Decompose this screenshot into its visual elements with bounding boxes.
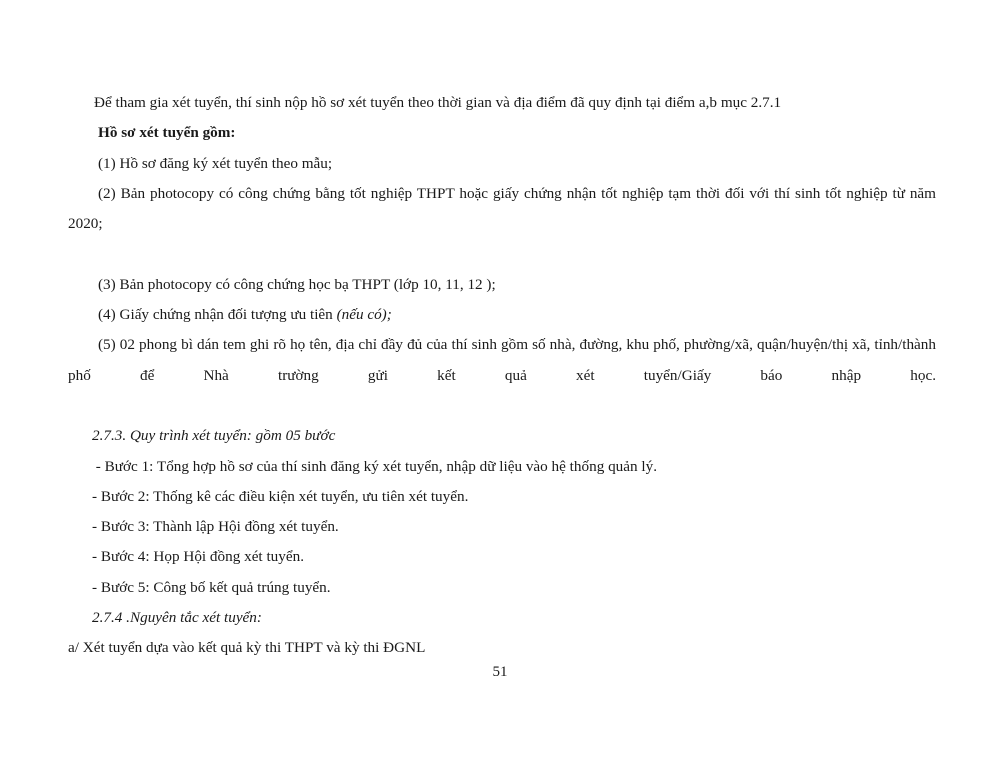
section-heading-2-7-4: 2.7.4 .Nguyên tắc xét tuyển: — [92, 609, 262, 627]
list-item-4-note: (nếu có); — [336, 306, 392, 324]
list-item-4-text: (4) Giấy chứng nhận đối tượng ưu tiên — [98, 306, 337, 324]
step-item-4: - Bước 4: Họp Hội đồng xét tuyển. — [92, 548, 304, 566]
list-item-2: (2) Bản photocopy có công chứng bằng tốt nghiệp THPT hoặc giấy chứng nhận tốt nghiệp tạm thời đối với thí sinh tốt nghiệp từ năm 2020; — [68, 184, 940, 233]
clause-a: a/ Xét tuyển dựa vào kết quả kỳ thi THPT và kỳ thi ĐGNL — [68, 639, 426, 657]
heading-ho-so-xet-tuyen: Hồ sơ xét tuyển gồm: — [98, 124, 236, 142]
step-item-1: - Bước 1: Tổng hợp hồ sơ của thí sinh đăng ký xét tuyển, nhập dữ liệu vào hệ thống quản lý. — [92, 457, 658, 475]
list-item-4 — [68, 300, 936, 330]
step-item-3: - Bước 3: Thành lập Hội đồng xét tuyển. — [92, 518, 339, 536]
paragraph-intro: Để tham gia xét tuyển, thí sinh nộp hồ sơ xét tuyển theo thời gian và địa điểm đã quy định tại điểm a,b mục 2.7.1 — [94, 94, 782, 111]
step-item-5: - Bước 5: Công bố kết quả trúng tuyển. — [92, 578, 331, 596]
section-heading-2-7-3: 2.7.3. Quy trình xét tuyển: gồm 05 bước — [92, 427, 336, 445]
list-item-1: (1) Hồ sơ đăng ký xét tuyển theo mẫu; — [98, 154, 333, 172]
document-text-column — [68, 88, 940, 664]
page-number: 51 — [492, 664, 508, 680]
step-item-2: - Bước 2: Thống kê các điều kiện xét tuyển, ưu tiên xét tuyển. — [92, 487, 469, 505]
list-item-5: (5) 02 phong bì dán tem ghi rõ họ tên, địa chỉ đầy đủ của thí sinh gồm số nhà, đường, khu phố, phường/xã, quận/huyện/thị xã, tỉnh/thành phố để Nhà trường gửi kết quả xét tuyển/Giấy báo nhập học. — [68, 336, 940, 384]
list-item-3: (3) Bản photocopy có công chứng học bạ THPT (lớp 10, 11, 12 ); — [98, 275, 496, 293]
